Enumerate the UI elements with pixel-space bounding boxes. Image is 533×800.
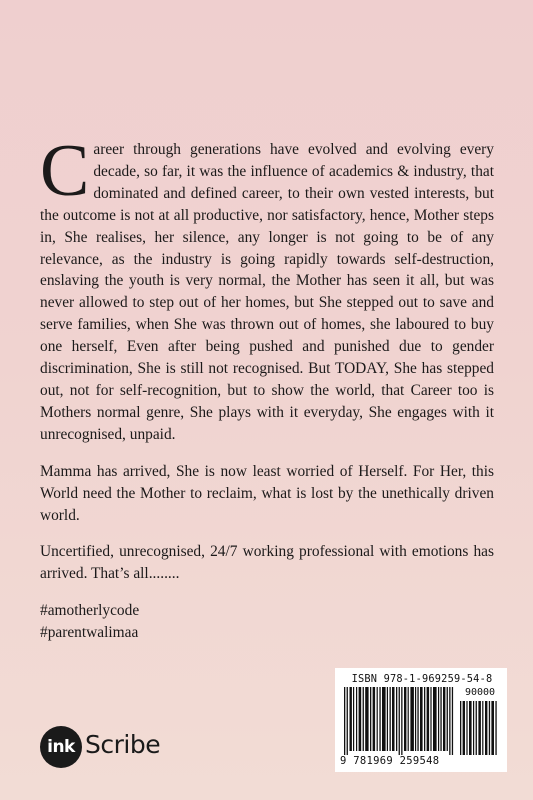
barcode-bars [344,687,498,755]
hashtag: #amotherlycode [40,602,140,620]
isbn-number: 9 781969 259548 [340,755,440,767]
blurb-paragraph-1-text: areer through generations have evolved and evolving every decade, so far, it was the influence of academics & industry, that dominated and defined career, to their own vested interests, but the outcome is not at all productive, nor satisfactory, hence, Mother steps in, She realises, her silence, any longer is not going to be of any relevance, as the industry is going rapidly towards self-destruction, enslaving the youth is very normal, the Mother has seen it all, but was never allowed to step out of her homes, but She stepped out to save and serve families, when She was thrown out of homes, she laboured to buy one herself, Even after being pushed and punished due to gender discrimination, She is still not recognised. But TODAY, She has stepped out, not for self-recognition, but to show the world, that Career too is Mothers normal genre, She plays with it everyday, She engages with it unrecognised, unpaid. [40,141,494,443]
isbn-barcode [335,668,507,772]
publisher-logo [40,726,180,768]
back-cover-blurb [40,130,494,659]
hashtags [40,600,494,644]
price-addon: 90000 [464,687,496,698]
hashtag: #parentwalimaa [40,624,139,642]
drop-cap: C [40,130,90,212]
blurb-paragraph-2: Mamma has arrived, She is now least worried of Herself. For Her, this World need the Mother to reclaim, what is lost by the unethically driven world. [40,462,494,524]
publisher-name: Scribe [85,730,161,759]
blurb-paragraph-3: Uncertified, unrecognised, 24/7 working professional with emotions has arrived. That’s all........ [40,543,494,583]
blurb-paragraph-1 [40,130,494,446]
ink-badge-icon: ink [40,726,82,768]
isbn-label: ISBN 978-1-969259-54-8 [351,673,493,685]
